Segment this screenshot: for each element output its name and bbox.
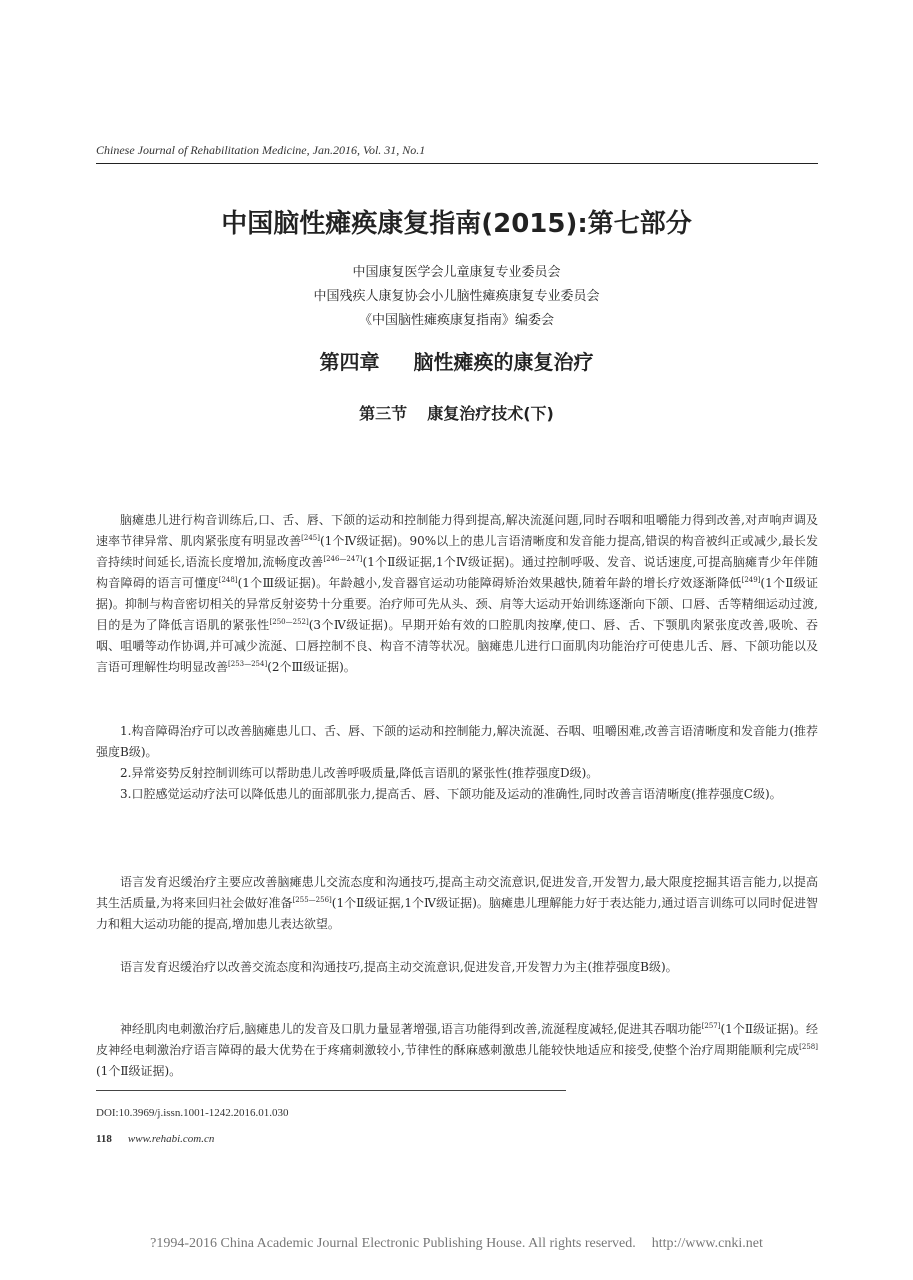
- body-paragraph-language-delay: 语言发育迟缓治疗主要应改善脑瘫患儿交流态度和沟通技巧,提高主动交流意识,促进发音,开发智力,最大限度挖掘其语言能力,以提高其生活质量,为将来回归社会做好准备[255—256](1个Ⅱ级证据,1个Ⅳ级证据)。脑瘫患儿理解能力好于表达能力,通过语言训练可以同时促进智力和粗大运动功能的提高,增加患儿表达欲望。: [96, 875, 818, 931]
- chapter-number: 第四章: [319, 350, 380, 374]
- recommendation-language-delay: 语言发育迟缓治疗以改善交流态度和沟通技巧,提高主动交流意识,促进发音,开发智力为主(推荐强度B级)。: [120, 960, 678, 974]
- article-title: 中国脑性瘫痪康复指南(2015):第七部分: [221, 209, 692, 239]
- section-number: 第三节: [359, 404, 408, 423]
- copyright-line: [0, 1236, 913, 1252]
- author-block: [0, 261, 913, 333]
- page-footer: [96, 1133, 214, 1145]
- author-line: 中国残疾人康复协会小儿脑性瘫痪康复专业委员会: [313, 289, 600, 304]
- recommendation-item: 3.口腔感觉运动疗法可以降低患儿的面部肌张力,提高舌、唇、下颌功能及运动的准确性,同时改善言语清晰度(推荐强度C级)。: [120, 787, 782, 801]
- body-paragraph-articulation: 脑瘫患儿进行构音训练后,口、舌、唇、下颌的运动和控制能力得到提高,解决流涎问题,同时吞咽和咀嚼能力得到改善,对声响声调及速率节律异常、肌肉紧张度有明显改善[245](1个Ⅳ级证据)。90%以上的患儿言语清晰度和发音能力提高,错误的构音被纠正或减少,最长发音持续时间延长,语流长度增加,流畅度改善[246—247](1个Ⅱ级证据,1个Ⅳ级证据)。通过控制呼吸、发音、说话速度,可提高脑瘫青少年伴随构音障碍的语言可懂度[248](1个Ⅲ级证据)。年龄越小,发音器官运动功能障碍矫治效果越快,随着年龄的增长疗效逐渐降低[249](1个Ⅱ级证据)。抑制与构音密切相关的异常反射姿势十分重要。治疗师可先从头、颈、肩等大运动开始训练逐渐向下颌、口唇、舌等精细运动过渡,目的是为了降低言语肌的紧张性[250—252](3个Ⅳ级证据)。早期开始有效的口腔肌肉按摩,使口、唇、舌、下颚肌肉紧张度改善,吸吮、吞咽、咀嚼等动作协调,并可减少流涎、口唇控制不良、构音不清等状况。脑瘫患儿进行口面肌肉功能治疗可使患儿舌、唇、下颌功能以及言语可理解性均明显改善[253—254](2个Ⅲ级证据)。: [96, 513, 818, 674]
- citation: [253—254]: [228, 660, 268, 668]
- copyright-text: ?1994-2016 China Academic Journal Electronic Publishing House. All rights reserved.: [150, 1236, 636, 1251]
- author-line: 中国康复医学会儿童康复专业委员会: [352, 265, 561, 280]
- citation: [250—252]: [269, 618, 309, 626]
- citation: [249]: [741, 576, 761, 584]
- recommendation-item: 1.构音障碍治疗可以改善脑瘫患儿口、舌、唇、下颌的运动和控制能力,解决流涎、吞咽、咀嚼困难,改善言语清晰度和发音能力(推荐强度B级)。: [96, 724, 818, 759]
- chapter-heading: [0, 346, 913, 375]
- author-line: 《中国脑性瘫痪康复指南》编委会: [358, 313, 554, 328]
- website-link[interactable]: www.rehabi.com.cn: [127, 1133, 215, 1145]
- citation: [257]: [701, 1022, 721, 1030]
- citation: [255—256]: [292, 896, 332, 904]
- chapter-name: 脑性瘫痪的康复治疗: [413, 350, 594, 374]
- citation: [246—247]: [323, 555, 363, 563]
- citation: [248]: [218, 576, 238, 584]
- footnote-rule: [96, 1090, 566, 1091]
- header-rule: [96, 163, 818, 164]
- citation: [245]: [301, 534, 320, 542]
- running-header: [96, 143, 818, 158]
- body-paragraph-electrical-stimulation: 神经肌肉电刺激治疗后,脑瘫患儿的发音及口肌力量显著增强,语言功能得到改善,流涎程度减轻,促进其吞咽功能[257](1个Ⅱ级证据)。经皮神经电刺激治疗语言障碍的最大优势在于疼痛刺激较小,节律性的酥麻感刺激患儿能较快地适应和接受,使整个治疗周期能顺利完成[258](1个Ⅱ级证据)。: [96, 1022, 818, 1078]
- citation: [258]: [799, 1043, 818, 1051]
- section-name: 康复治疗技术(下): [427, 404, 554, 423]
- recommendation-list: [96, 721, 818, 805]
- journal-issue: Jan.2016, Vol. 31, No.1: [312, 143, 426, 157]
- doi-text: DOI:10.3969/j.issn.1001-1242.2016.01.030: [96, 1107, 289, 1119]
- journal-name: Chinese Journal of Rehabilitation Medicine,: [96, 143, 310, 157]
- cnki-link[interactable]: http://www.cnki.net: [651, 1236, 763, 1251]
- recommendation-item: 2.异常姿势反射控制训练可以帮助患儿改善呼吸质量,降低言语肌的紧张性(推荐强度D级)。: [120, 766, 599, 780]
- page-number: 118: [96, 1133, 112, 1145]
- section-heading: [0, 401, 913, 424]
